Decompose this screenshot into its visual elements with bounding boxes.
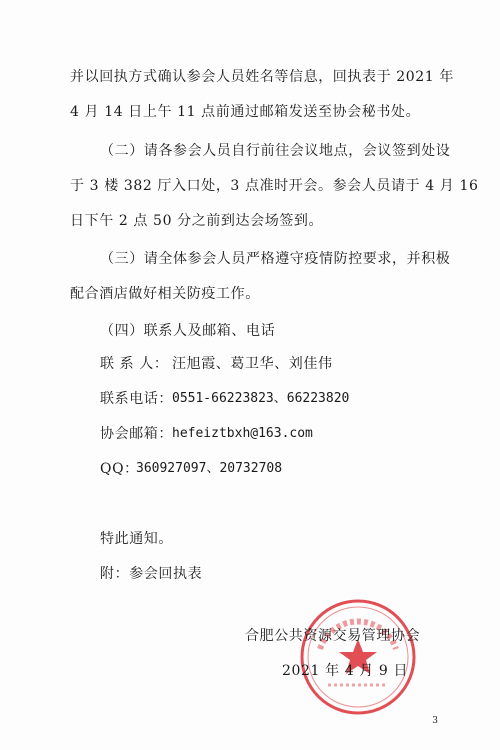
contact-phone-label: 联系电话： bbox=[100, 391, 173, 407]
paragraph-line: 并以回执方式确认参会人员姓名等信息，回执表于 2021 年 bbox=[70, 69, 454, 85]
page-number: 3 bbox=[432, 716, 438, 726]
paragraph-line: （二）请各参会人员自行前往会议地点，会议签到处设 bbox=[100, 143, 451, 159]
contact-person-label: 联 系 人： bbox=[100, 356, 169, 372]
organization-name: 合肥公共资源交易管理协会 bbox=[245, 628, 421, 644]
official-seal-icon bbox=[298, 597, 418, 717]
contact-qq-label: QQ： bbox=[100, 461, 139, 477]
section-heading: （四）联系人及邮箱、电话 bbox=[100, 323, 276, 339]
contact-phone-value: 0551-66223823、66223820 bbox=[172, 391, 350, 406]
document-date: 2021 年 4 月 9 日 bbox=[282, 663, 409, 679]
attachment-note: 附：参会回执表 bbox=[100, 566, 203, 582]
closing-text: 特此通知。 bbox=[100, 531, 173, 547]
paragraph-line: 日下午 2 点 50 分之前到达会场签到。 bbox=[70, 213, 324, 229]
paragraph-line: 配合酒店做好相关防疫工作。 bbox=[70, 286, 260, 302]
paragraph-line: 于 3 楼 382 厅入口处，3 点准时开会。参会人员请于 4 月 16 bbox=[70, 178, 479, 194]
contact-person-value: 汪旭霞、葛卫华、刘佳伟 bbox=[172, 356, 333, 372]
contact-qq-value: 360927097、20732708 bbox=[136, 461, 283, 476]
paragraph-line: 4 月 14 日上午 11 点前通过邮箱发送至协会秘书处。 bbox=[70, 104, 421, 120]
paragraph-line: （三）请全体参会人员严格遵守疫情防控要求，并积极 bbox=[100, 251, 451, 267]
contact-email-value: hefeiztbxh@163.com bbox=[172, 426, 313, 441]
contact-email-label: 协会邮箱： bbox=[100, 426, 173, 442]
